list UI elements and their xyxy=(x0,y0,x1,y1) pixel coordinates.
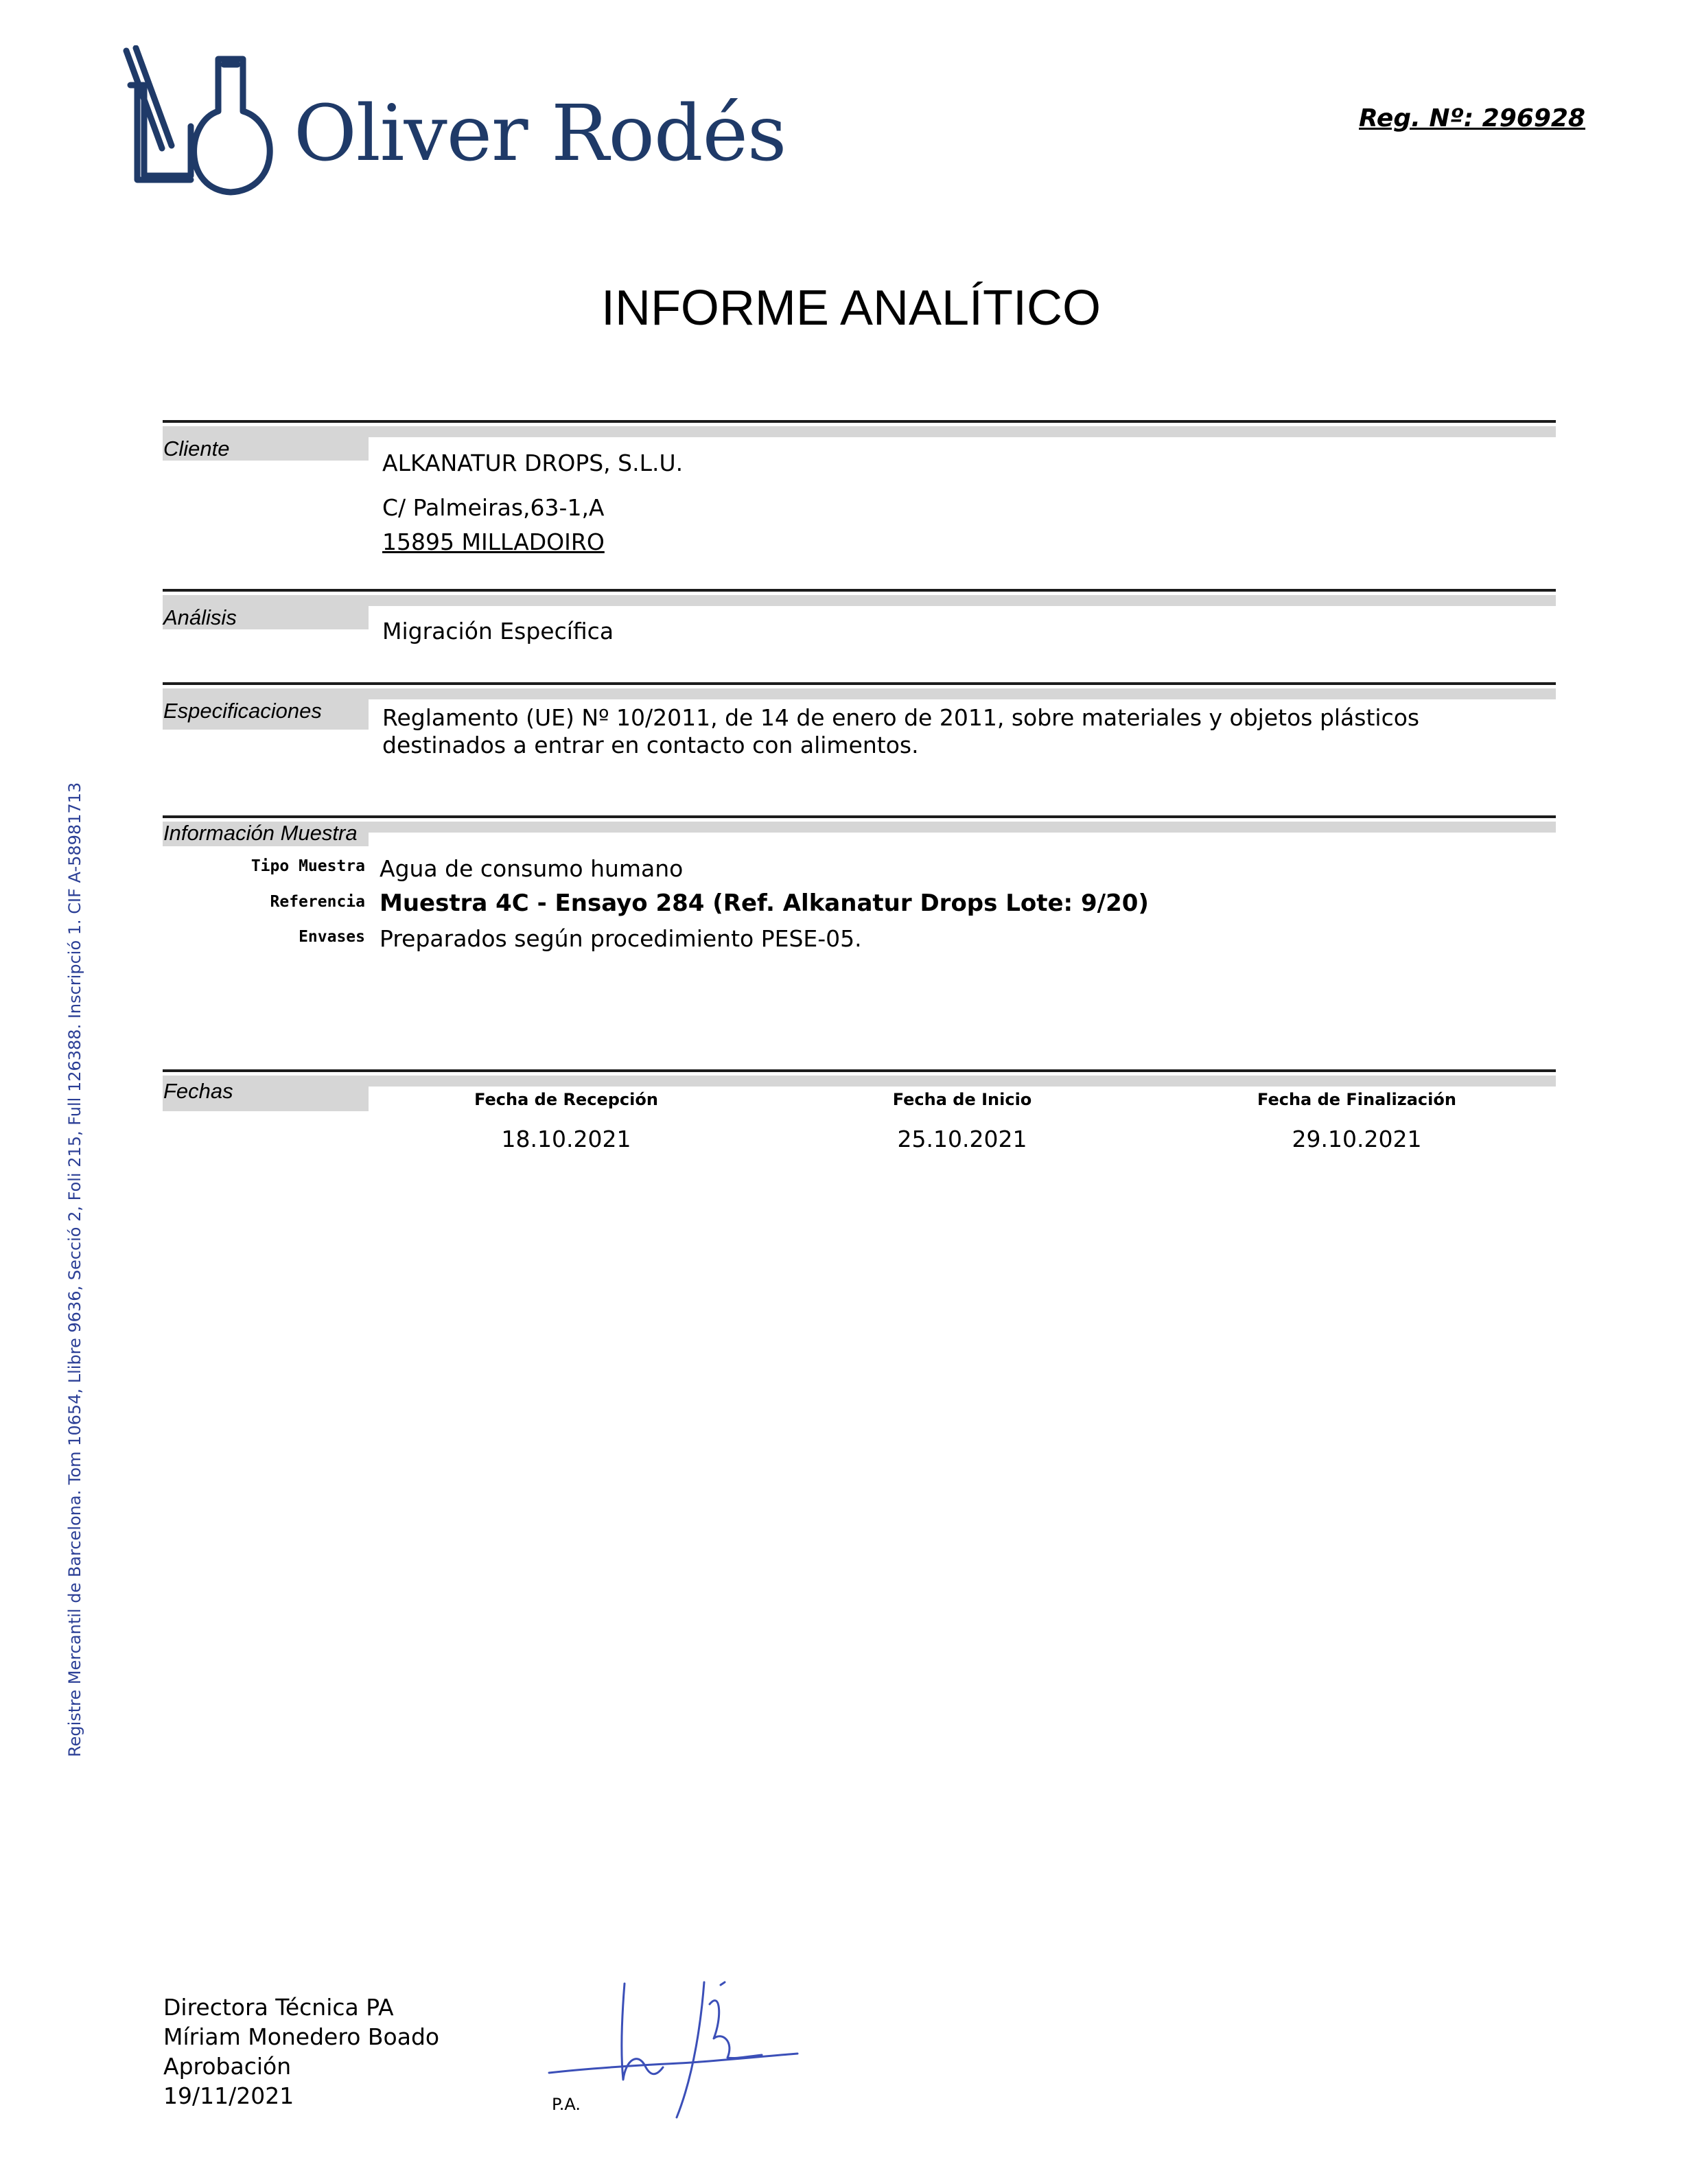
pa-mark: P.A. xyxy=(552,2095,581,2114)
section-rule xyxy=(163,1069,1556,1072)
handwritten-signature xyxy=(542,1977,803,2128)
especificaciones-label: Especificaciones xyxy=(163,699,322,723)
analisis-value: Migración Específica xyxy=(382,618,614,644)
approval-status: Aprobación xyxy=(163,2053,292,2080)
section-band xyxy=(163,688,1556,699)
section-rule xyxy=(163,589,1556,592)
tipo-muestra-label: Tipo Muestra xyxy=(250,857,365,875)
analisis-label: Análisis xyxy=(163,605,237,629)
cliente-name: ALKANATUR DROPS, S.L.U. xyxy=(382,450,684,476)
document-title: INFORME ANALÍTICO xyxy=(601,281,1101,336)
section-band xyxy=(163,822,1556,833)
section-band xyxy=(163,426,1556,437)
especificaciones-line-2: destinados a entrar en contacto con alimentos. xyxy=(382,732,919,758)
fechas-label: Fechas xyxy=(163,1079,233,1103)
fecha-finalizacion-label: Fecha de Finalización xyxy=(1257,1090,1456,1109)
fecha-inicio-label: Fecha de Inicio xyxy=(892,1090,1032,1109)
section-rule xyxy=(163,420,1556,423)
fecha-recepcion-value: 18.10.2021 xyxy=(501,1126,631,1152)
fecha-recepcion-label: Fecha de Recepción xyxy=(474,1090,658,1109)
brand-wordmark: Oliver Rodés xyxy=(294,89,786,178)
tipo-muestra-value: Agua de consumo humano xyxy=(380,855,684,882)
envases-label: Envases xyxy=(299,928,365,946)
section-rule xyxy=(163,815,1556,818)
registry-side-note: Registre Mercantil de Barcelona. Tom 10654, Llibre 9636, Secció 2, Foli 215, Full 126388. Inscripció 1. CIF A-58981713 xyxy=(65,782,84,1757)
cliente-address: C/ Palmeiras,63-1,A xyxy=(382,494,605,521)
section-band xyxy=(163,595,1556,606)
signer-name: Míriam Monedero Boado xyxy=(163,2023,440,2050)
section-rule xyxy=(163,682,1556,685)
section-band xyxy=(163,1076,1556,1087)
registration-number: Reg. Nº: 296928 xyxy=(1359,104,1585,132)
especificaciones-line-1: Reglamento (UE) Nº 10/2011, de 14 de enero de 2011, sobre materiales y objetos plásticos xyxy=(382,704,1420,731)
cliente-city: 15895 MILLADOIRO xyxy=(382,528,605,555)
approval-date: 19/11/2021 xyxy=(163,2082,294,2109)
fecha-finalizacion-value: 29.10.2021 xyxy=(1292,1126,1422,1152)
envases-value: Preparados según procedimiento PESE-05. xyxy=(380,925,862,952)
signer-role: Directora Técnica PA xyxy=(163,1994,394,2021)
muestra-label: Información Muestra xyxy=(163,821,358,845)
fecha-inicio-value: 25.10.2021 xyxy=(897,1126,1027,1152)
referencia-label: Referencia xyxy=(270,893,365,911)
cliente-label: Cliente xyxy=(163,437,230,461)
referencia-value: Muestra 4C - Ensayo 284 (Ref. Alkanatur Drops Lote: 9/20) xyxy=(380,890,1149,917)
